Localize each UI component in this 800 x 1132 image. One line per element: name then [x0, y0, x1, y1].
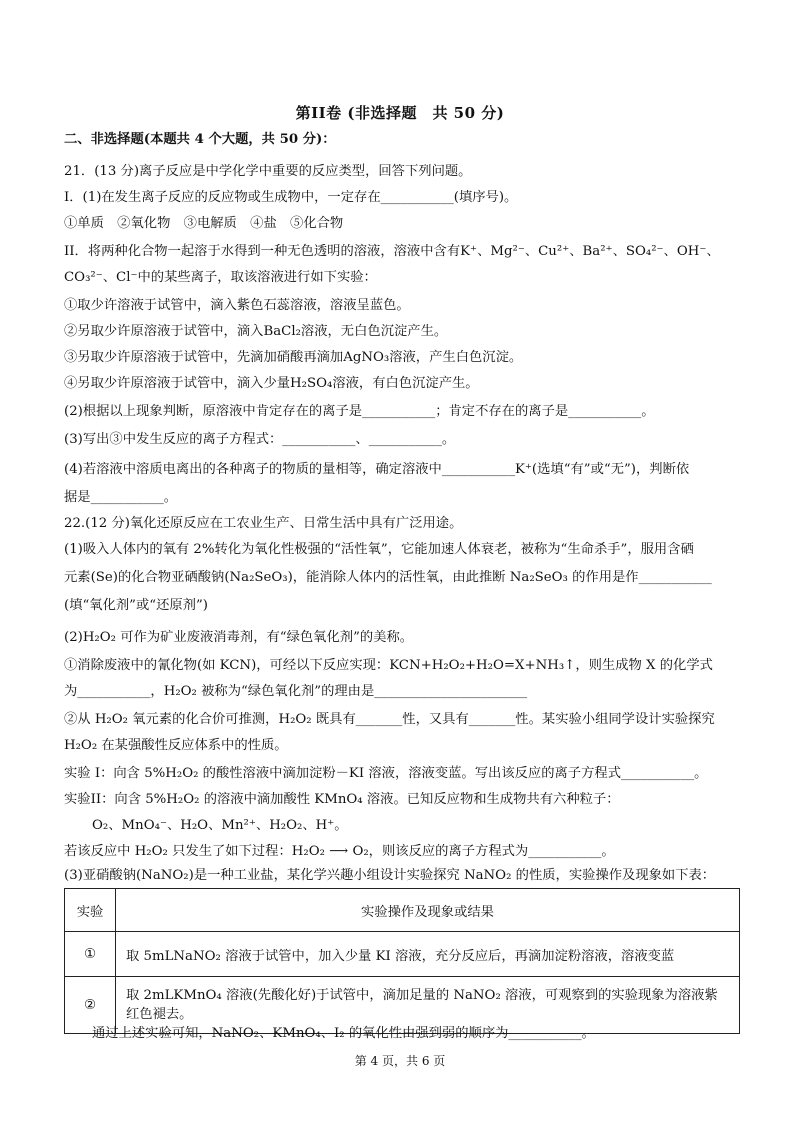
q21-step-2: ②另取少许原溶液于试管中，滴入BaCl₂溶液，无白色沉淀产生。 — [64, 324, 448, 339]
experiment-table — [64, 888, 740, 1034]
question-22-stem: 22.(12 分)氧化还原反应在工农业生产、日常生活中具有广泛用途。 — [64, 516, 463, 531]
q22-process: 若该反应中 H₂O₂ 只发生了如下过程：H₂O₂ ⟶ O₂，则该反应的离子方程式为___________。 — [64, 844, 615, 859]
q21-part-2-stem-cont: CO₃²⁻、Cl⁻中的某些离子，取该溶液进行如下实验： — [64, 270, 377, 285]
part-heading: 二、非选择题(本题共 4 个大题，共 50 分)： — [64, 132, 336, 147]
q22-sub-2: (2)H₂O₂ 可作为矿业废液消毒剂，有“绿色氧化剂”的美称。 — [64, 630, 414, 645]
q22-sub-2-item-1: ①消除废液中的氰化物(如 KCN)，可经以下反应实现：KCN+H₂O₂+H₂O=X+NH₃↑，则生成物 X 的化学式 — [64, 658, 713, 673]
table-header-cell: 实验操作及现象或结果 — [116, 889, 740, 932]
q21-step-4: ④另取少许原溶液于试管中，滴入少量H₂SO₄溶液，有白色沉淀产生。 — [64, 376, 479, 391]
q21-sub-4: (4)若溶液中溶质电离出的各种离子的物质的量相等，确定溶液中___________K⁺(选填“有”或“无”)，判断依 — [64, 462, 690, 477]
q22-sub-2-item-1-cont: 为___________，H₂O₂ 被称为“绿色氧化剂”的理由是_______________________ — [64, 684, 528, 699]
q22-sub-1: (1)吸入人体内的氧有 2%转化为氧化性极强的“活性氧”，它能加速人体衰老，被称为“生命杀手”，服用含硒 — [64, 542, 694, 557]
q21-sub-3: (3)写出③中发生反应的离子方程式：___________、___________。 — [64, 432, 456, 447]
question-21-stem: 21．(13 分)离子反应是中学化学中重要的反应类型，回答下列问题。 — [64, 164, 472, 179]
section-title: 第II卷 (非选择题 共 50 分) — [295, 104, 505, 122]
table-cell-id: ① — [65, 932, 116, 977]
q21-step-3: ③另取少许原溶液于试管中，先滴加硝酸再滴加AgNO₃溶液，产生白色沉淀。 — [64, 350, 523, 365]
table-header-cell: 实验 — [65, 889, 116, 932]
table-cell-text: 取 5mLNaNO₂ 溶液于试管中，加入少量 KI 溶液，充分反应后，再滴加淀粉溶液，溶液变蓝 — [116, 932, 740, 977]
conclusion-line: 通过上述实验可知，NaNO₂、KMnO₄、I₂ 的氧化性由强到弱的顺序为___________。 — [92, 1026, 595, 1041]
q21-sub-4-cont: 据是___________。 — [64, 490, 178, 505]
table-row — [65, 932, 740, 977]
table-cell-id: ② — [65, 977, 116, 1034]
table-header-row — [65, 889, 740, 932]
q21-step-1: ①取少许溶液于试管中，滴入紫色石蕊溶液，溶液呈蓝色。 — [64, 298, 410, 313]
q22-sub-1-note: (填“氧化剂”或“还原剂”) — [64, 598, 208, 613]
q21-sub-2: (2)根据以上现象判断，原溶液中肯定存在的离子是___________；肯定不存在的离子是___________。 — [64, 404, 655, 419]
q21-part-1: I．(1)在发生离子反应的反应物或生成物中，一定存在___________(填序号)。 — [64, 190, 518, 205]
q22-sub-1-cont: 元素(Se)的化合物亚硒酸钠(Na₂SeO₃)，能消除人体内的活性氧，由此推断 Na₂SeO₃ 的作用是作___________ — [64, 570, 712, 585]
table-cell-text: 取 2mLKMnO₄ 溶液(先酸化好)于试管中，滴加足量的 NaNO₂ 溶液，可观察到的实验现象为溶液紫红色褪去。 — [116, 977, 740, 1034]
q21-options: ①单质 ②氧化物 ③电解质 ④盐 ⑤化合物 — [64, 216, 344, 231]
q22-species-list: O₂、MnO₄⁻、H₂O、Mn²⁺、H₂O₂、H⁺。 — [92, 818, 348, 833]
q22-sub-2-item-2: ②从 H₂O₂ 氧元素的化合价可推测，H₂O₂ 既具有_______性，又具有_______性。某实验小组同学设计实验探究 — [64, 712, 715, 727]
q21-part-2-stem: II．将两种化合物一起溶于水得到一种无色透明的溶液，溶液中含有K⁺、Mg²⁻、Cu²⁺、Ba²⁺、SO₄²⁻、OH⁻、 — [64, 244, 720, 259]
q22-experiment-1: 实验 I：向含 5%H₂O₂ 的酸性溶液中滴加淀粉－KI 溶液，溶液变蓝。写出该反应的离子方程式___________。 — [64, 766, 708, 781]
q22-experiment-2: 实验II：向含 5%H₂O₂ 的溶液中滴加酸性 KMnO₄ 溶液。已知反应物和生成物共有六种粒子： — [64, 792, 620, 807]
q22-sub-2-item-2-cont: H₂O₂ 在某强酸性反应体系中的性质。 — [64, 738, 288, 753]
q22-sub-3: (3)亚硝酸钠(NaNO₂)是一种工业盐，某化学兴趣小组设计实验探究 NaNO₂ 的性质，实验操作及现象如下表： — [64, 868, 716, 883]
page-footer: 第 4 页，共 6 页 — [354, 1054, 446, 1068]
